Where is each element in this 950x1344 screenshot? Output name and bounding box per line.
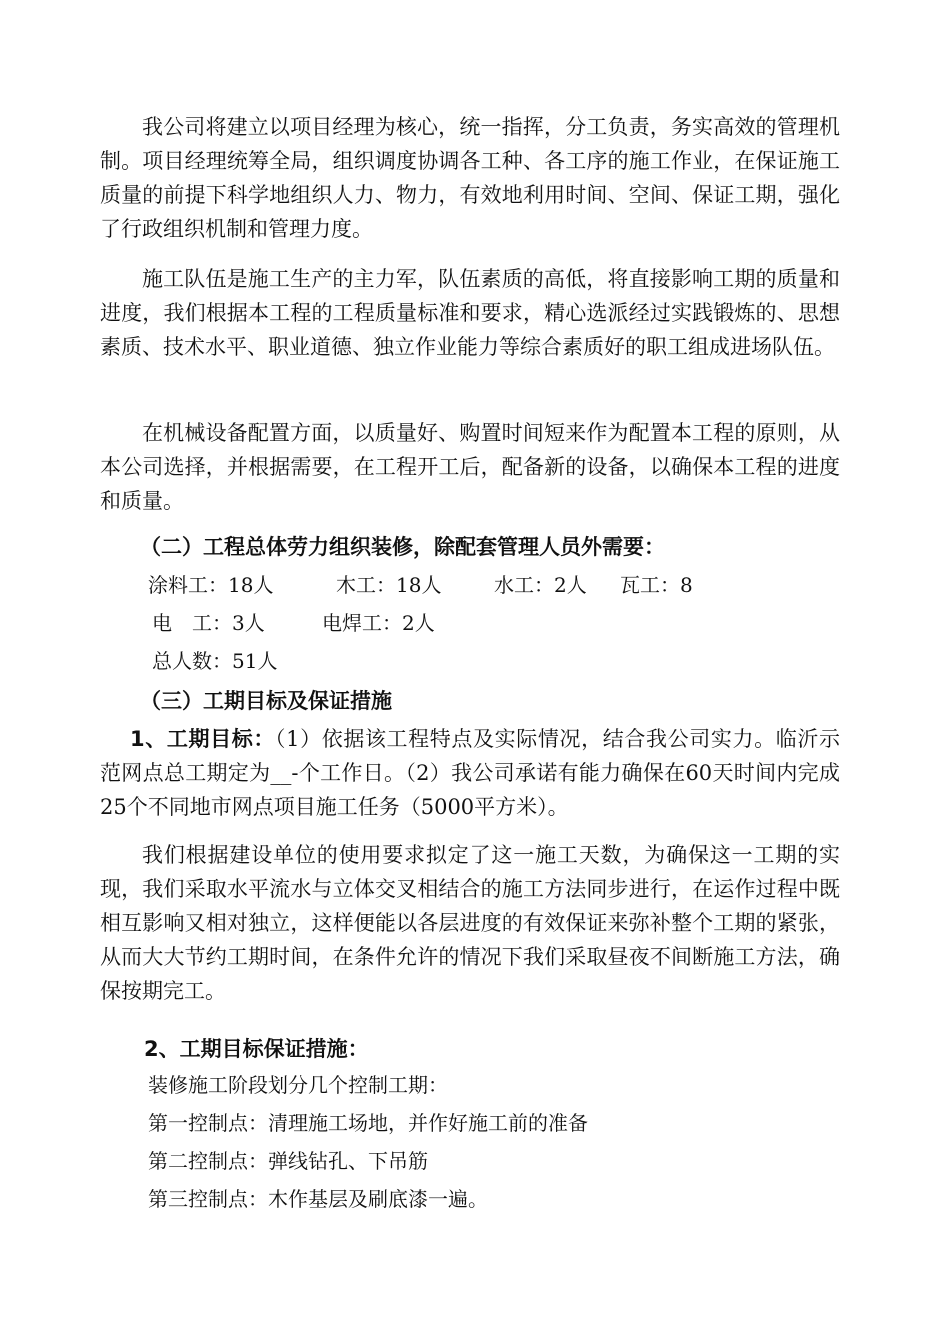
schedule-goal-paragraph [100, 722, 840, 824]
item-1-text: （1）依据该工程特点及实际情况，结合我公司实力。临沂示范网点总工期定为__-个工作日。（2）我公司承诺有能力确保在60天时间内完成25个不同地市网点项目施工任务（5000平方米）。 [100, 727, 840, 819]
paragraph-text: 施工队伍是施工生产的主力军，队伍素质的高低，将直接影响工期的质量和进度，我们根据本工程的工程质量标准和要求，精心选派经过实践锻炼的、思想素质、技术水平、职业道德、独立作业能力等综合素质好的职工组成进场队伍。 [100, 267, 840, 359]
labor-item: 电 工：3人 [152, 611, 265, 635]
paragraph-text: 我公司将建立以项目经理为核心，统一指挥，分工负责，务实高效的管理机制。项目经理统筹全局，组织调度协调各工种、各工序的施工作业，在保证施工质量的前提下科学地组织人力、物力，有效地利用时间、空间、保证工期，强化了行政组织机制和管理力度。 [100, 115, 840, 241]
labor-item: 涂料工：18人 [148, 573, 274, 597]
paragraph-text: 我们根据建设单位的使用要求拟定了这一施工天数，为确保这一工期的实现，我们采取水平流水与立体交叉相结合的施工方法同步进行，在运作过程中既相互影响又相对独立，这样便能以各层进度的有效保证来弥补整个工期的紧张，从而大大节约工期时间，在条件允许的情况下我们采取昼夜不间断施工方法，确保按期完工。 [100, 843, 840, 1003]
labor-item: 电焊工：2人 [322, 611, 435, 635]
body-paragraph-3 [100, 416, 840, 518]
control-line: 装修施工阶段划分几个控制工期： [148, 1073, 448, 1097]
item-1-label: 1、工期目标： [130, 727, 275, 751]
labor-item: 木工：18人 [336, 573, 442, 597]
control-point-2: 第二控制点：弹线钻孔、下吊筋 [148, 1149, 428, 1173]
control-point-3: 第三控制点：木作基层及刷底漆一遍。 [148, 1187, 488, 1211]
body-paragraph-4 [100, 838, 840, 1008]
item-2-heading: 2、工期目标保证措施： [144, 1037, 369, 1061]
body-paragraph-1 [100, 110, 840, 246]
paragraph-text: 在机械设备配置方面，以质量好、购置时间短来作为配置本工程的原则，从本公司选择，并根据需要，在工程开工后，配备新的设备，以确保本工程的进度和质量。 [100, 421, 840, 513]
section-2-heading: （二）工程总体劳力组织装修，除配套管理人员外需要： [140, 535, 665, 559]
labor-total: 总人数：51人 [152, 649, 278, 673]
labor-item: 瓦工：8 [620, 573, 693, 597]
labor-item: 水工：2人 [494, 573, 587, 597]
control-point-1: 第一控制点：清理施工场地，并作好施工前的准备 [148, 1111, 588, 1135]
section-3-heading: （三）工期目标及保证措施 [140, 689, 392, 713]
body-paragraph-2 [100, 262, 840, 364]
